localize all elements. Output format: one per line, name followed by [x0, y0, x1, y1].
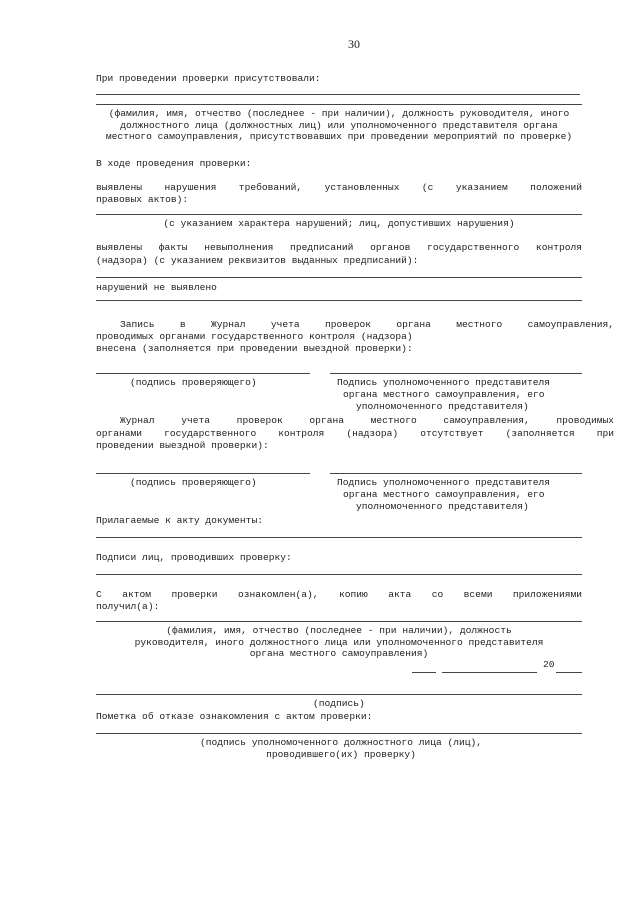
journal-absent-line-1: Журнал учета проверок органа местного самоуправления, проводимых [120, 415, 614, 426]
date-day-line[interactable] [412, 672, 436, 673]
attached-docs-line[interactable] [96, 537, 582, 538]
date-year-line[interactable] [556, 672, 582, 673]
inspector-signature-line-2[interactable] [96, 473, 310, 474]
representative-caption-1-line-3: уполномоченного представителя) [356, 401, 529, 412]
inspector-signature-caption-2: (подпись проверяющего) [130, 477, 257, 488]
no-violations-line[interactable] [96, 300, 582, 301]
refusal-caption: (подпись уполномоченного должностного лица (лиц), проводившего(их) проверку) [199, 737, 483, 760]
during-check-heading: В ходе проведения проверки: [96, 158, 252, 169]
representative-signature-line-2[interactable] [330, 473, 582, 474]
attached-docs-heading: Прилагаемые к акту документы: [96, 515, 263, 526]
journal-entry-line-1: Запись в Журнал учета проверок органа местного самоуправления, [120, 319, 614, 330]
present-heading: При проведении проверки присутствовали: [96, 73, 321, 84]
journal-entry-line-2: проводимых органами государственного контроля (надзора) [96, 331, 413, 342]
signature-line[interactable] [96, 694, 582, 695]
violations-text-line-2: правовых актов): [96, 194, 189, 205]
refusal-line[interactable] [96, 733, 582, 734]
present-line-2[interactable] [96, 104, 582, 105]
journal-absent-line-3: проведении выездной проверки): [96, 440, 269, 451]
no-violations-text: нарушений не выявлено [96, 282, 217, 293]
non-compliance-line-2: (надзора) (с указанием реквизитов выданных предписаний): [96, 255, 419, 266]
inspectors-signatures-heading: Подписи лиц, проводивших проверку: [96, 552, 292, 563]
representative-caption-2-line-1: Подпись уполномоченного представителя [337, 477, 551, 488]
non-compliance-line[interactable] [96, 277, 582, 278]
inspector-signature-caption-1: (подпись проверяющего) [130, 377, 257, 388]
acquainted-line-2: получил(а): [96, 601, 160, 612]
representative-caption-2-line-3: уполномоченного представителя) [356, 501, 529, 512]
representative-signature-line-1[interactable] [330, 373, 582, 374]
page-number: 30 [348, 37, 360, 51]
violations-line[interactable] [96, 214, 582, 215]
signature-caption: (подпись) [313, 698, 365, 709]
violations-caption: (с указанием характера нарушений; лиц, допустивших нарушения) [163, 218, 515, 229]
acquainted-line-1: С актом проверки ознакомлен(а), копию акта со всеми приложениями [96, 589, 582, 600]
acquainted-name-line[interactable] [96, 621, 582, 622]
present-caption: (фамилия, имя, отчество (последнее - при наличии), должность руководителя, иного должностного лица (должностных лиц) или уполномоченного представителя органа местного самоуправления, присутствовавших при проведении мероприятий по проверке) [105, 108, 573, 142]
journal-entry-line-3: внесена (заполняется при проведении выездной проверки): [96, 343, 413, 354]
representative-caption-1-line-2: органа местного самоуправления, его [343, 389, 545, 400]
representative-caption-2-line-2: органа местного самоуправления, его [343, 489, 545, 500]
non-compliance-line-1: выявлены факты невыполнения предписаний органов государственного контроля [96, 242, 582, 253]
acquainted-caption: (фамилия, имя, отчество (последнее - при наличии), должность руководителя, иного должностного лица или уполномоченного представителя органа местного самоуправления) [134, 625, 544, 659]
journal-absent-line-2: органами государственного контроля (надзора) отсутствует (заполняется при [96, 428, 614, 439]
violations-text-line-1: выявлены нарушения требований, установленных (с указанием положений [96, 182, 582, 193]
representative-caption-1-line-1: Подпись уполномоченного представителя [337, 377, 551, 388]
present-line-1[interactable] [96, 94, 580, 95]
inspector-signature-line-1[interactable] [96, 373, 310, 374]
date-month-line[interactable] [442, 672, 537, 673]
inspectors-signatures-line[interactable] [96, 574, 582, 575]
date-year-prefix: 20 [543, 659, 555, 670]
refusal-heading: Пометка об отказе ознакомления с актом проверки: [96, 711, 373, 722]
